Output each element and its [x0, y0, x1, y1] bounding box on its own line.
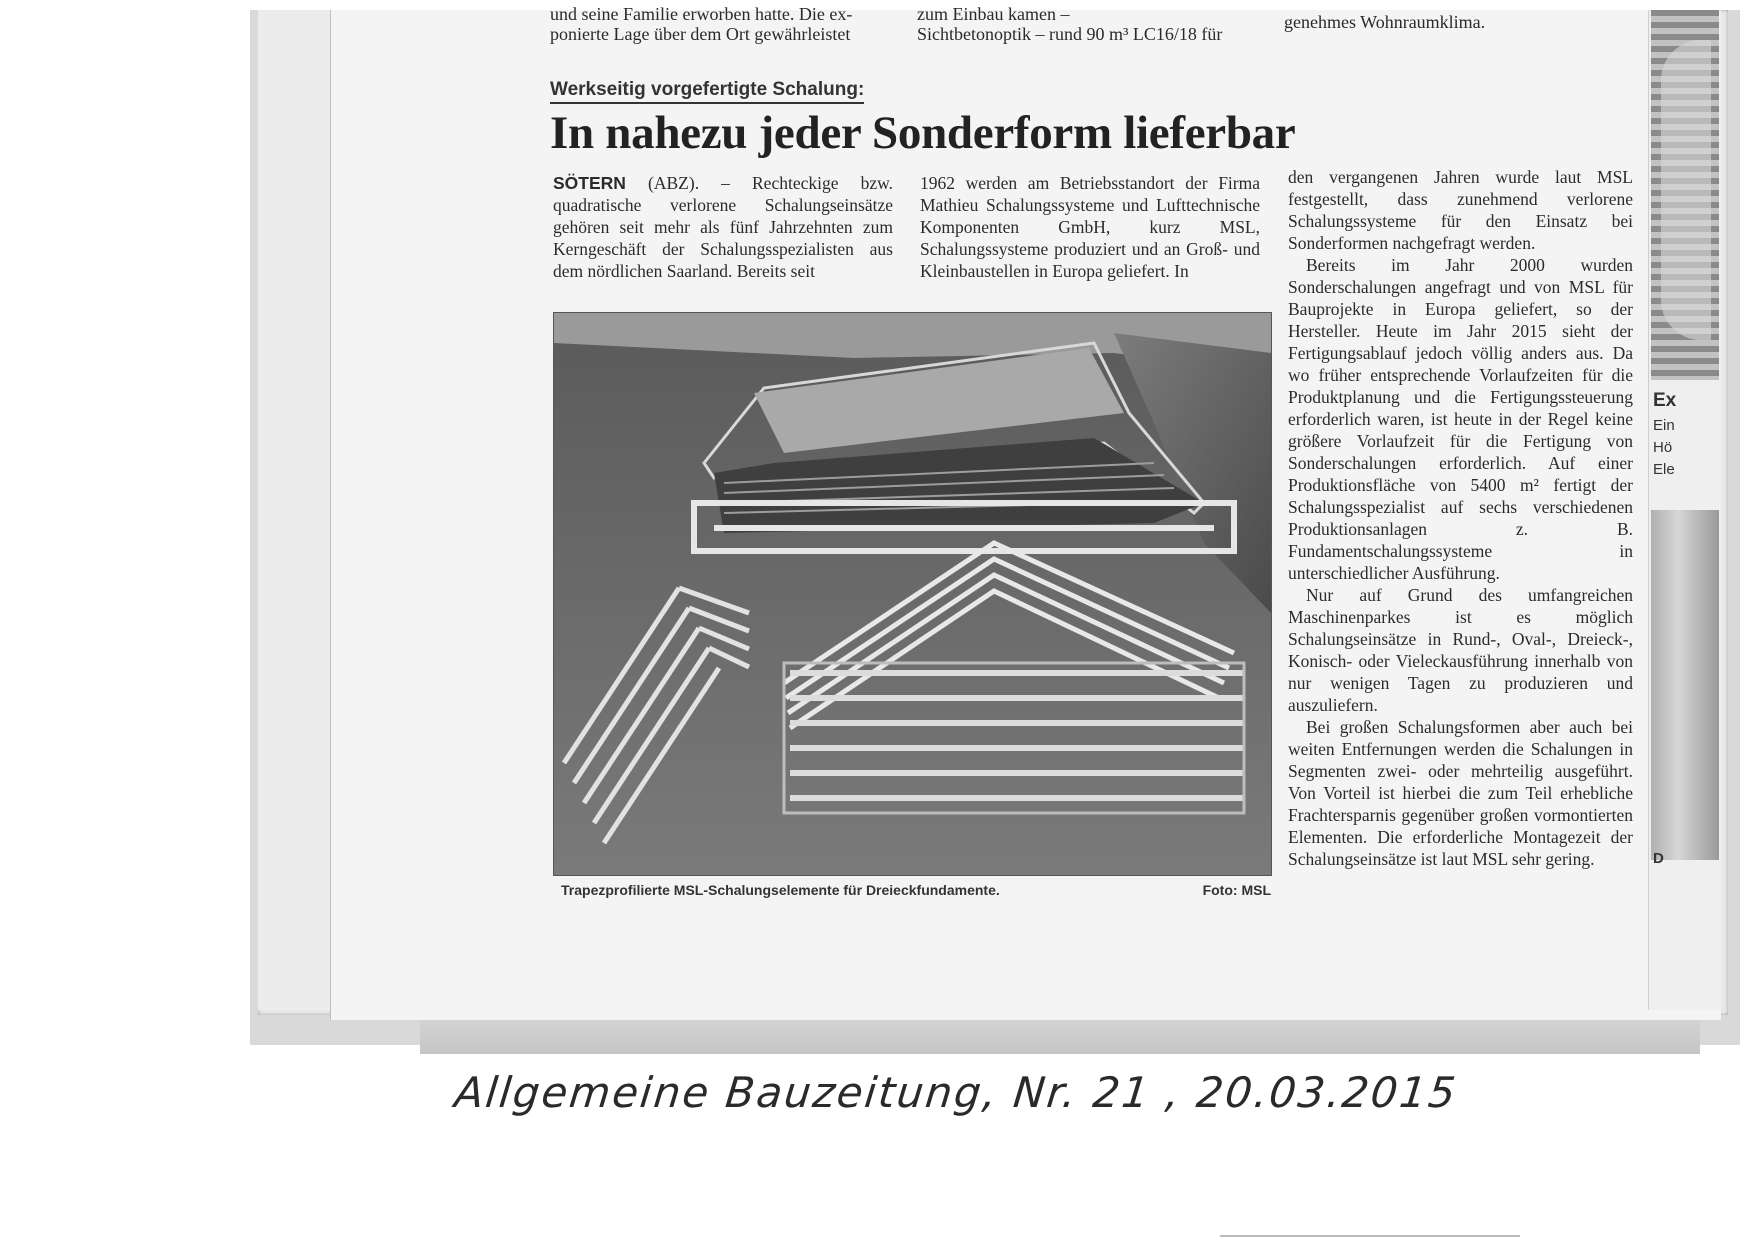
handwritten-source-note: Allgemeine Bauzeitung, Nr. 21 , 20.03.2015	[452, 1068, 1460, 1117]
article-column-2	[920, 172, 1260, 282]
right-text-fragment: Hö	[1653, 439, 1673, 456]
article-paragraph: den vergangenen Jahren wurde laut MSL festgestellt, dass zunehmend verlorene Schalungssysteme für den Einsatz bei Sonderformen nachgefragt werden.	[1288, 167, 1633, 253]
article-paragraph: Bei großen Schalungsformen aber auch bei weiten Entfernungen werden die Schalungen in Segmenten zwei- oder mehrteilig ausgeführt. Von Vorteil ist hierbei die zum Teil erhebliche Frachtersparnis gegenüber großen vormontierten Elementen. Die erforderliche Montagezeit der Schalungseinsätze ist laut MSL sehr gering.	[1288, 717, 1633, 869]
article-column-1	[553, 172, 893, 282]
previous-article-line: und seine Familie erworben hatte. Die ex-	[550, 4, 853, 24]
previous-article-line: zum Einbau kamen –	[917, 4, 1070, 24]
article-column-3	[1288, 166, 1633, 870]
right-edge-photo	[1651, 10, 1719, 380]
article-kicker: Werkseitig vorgefertigte Schalung:	[550, 79, 864, 104]
previous-article-line: ponierte Lage über dem Ort gewährleistet	[550, 24, 851, 44]
page-bottom-edge	[420, 1020, 1700, 1054]
article-text: 1962 werden am Betriebsstandort der Firma Mathieu Schalungssysteme und Lufttechnische Komponenten GmbH, kurz MSL, Schalungssysteme produziert und an Groß- und Kleinbaustellen in Europa geliefert. In	[920, 173, 1260, 281]
caption-text: Trapezprofilierte MSL-Schalungselemente für Dreieckfundamente.	[561, 882, 1000, 898]
article-dateline: SÖTERN	[553, 173, 626, 193]
right-text-fragment: D	[1653, 850, 1664, 867]
right-text-fragment: Ex	[1653, 390, 1677, 411]
formwork-photo-illustration	[554, 313, 1271, 875]
photo-caption	[561, 882, 1271, 898]
right-page-edge	[1648, 10, 1721, 1010]
previous-article-line: genehmes Wohnraumklima.	[1284, 12, 1486, 32]
article-text: (ABZ). – Rechteckige bzw. quadratische verlorene Schalungseinsätze gehören seit mehr als fünf Jahrzehnten zum Kerngeschäft der Schalungsspezialisten aus dem nördlichen Saarland. Bereits seit	[553, 173, 893, 281]
previous-article-line: Sichtbetonoptik – rund 90 m³ LC16/18 für	[917, 24, 1223, 44]
article-headline: In nahezu jeder Sonderform lieferbar	[550, 107, 1296, 159]
article-photo	[553, 312, 1272, 876]
right-edge-photo	[1651, 510, 1719, 860]
right-text-fragment: Ein	[1653, 417, 1675, 434]
right-text-fragment: Ele	[1653, 461, 1675, 478]
photo-credit: Foto: MSL	[1202, 882, 1271, 898]
article-paragraph: Bereits im Jahr 2000 wurden Sonderschalungen angefragt und von MSL für Bauprojekte in Europa geliefert, so der Hersteller. Heute im Jahr 2015 sieht der Fertigungsablauf jedoch völlig anders aus. Da wo früher entsprechende Vorlaufzeiten für die Produktplanung und die Fertigungssteuerung erforderlich waren, ist heute in der Regel keine größere Vorlaufzeit für die Fertigung von Sonderschalungen erforderlich. Auf einer Produktionsfläche von 5400 m² fertigt der Schalungsspezialist auf sechs verschiedenen Produktionsanlagen z. B. Fundamentschalungssysteme in unterschiedlicher Ausführung.	[1288, 255, 1633, 583]
article-paragraph: Nur auf Grund des umfangreichen Maschinenparkes ist es möglich Schalungseinsätze in Rund-, Oval-, Dreieck-, Konisch- oder Vieleckausführung innerhalb von nur wenigen Tagen zu produzieren und auszuliefern.	[1288, 585, 1633, 715]
scan-artifact	[1220, 1235, 1520, 1237]
